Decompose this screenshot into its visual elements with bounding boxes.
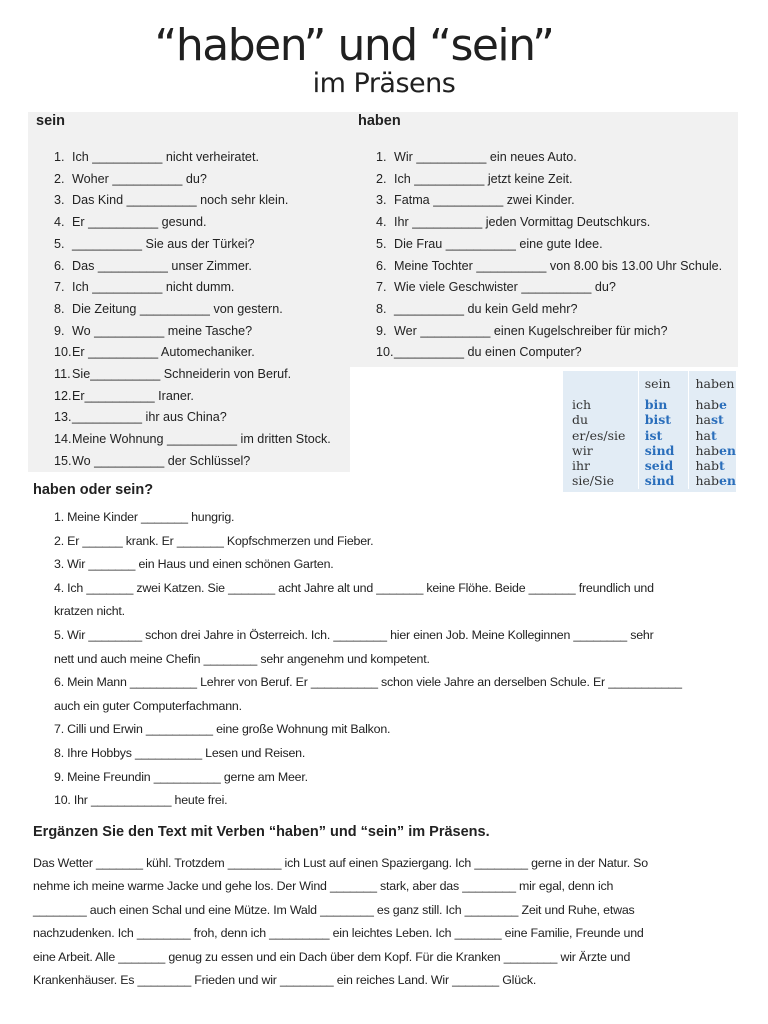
text-exercise <box>33 852 723 992</box>
list-item: 13.__________ ihr aus China? <box>54 410 227 425</box>
text-line: eine Arbeit. Alle _______ genug zu essen und ein Dach über dem Kopf. Für die Kranken ________ wir Ärzte und <box>33 949 631 964</box>
text-line: nehme ich meine warme Jacke und gehe los. Der Wind _______ stark, aber das ________ mir egal, denn ich <box>33 879 614 894</box>
page-subtitle: im Präsens <box>312 68 456 99</box>
text-line: Das Wetter _______ kühl. Trotzdem ________ ich Lust auf einen Spaziergang. Ich ________ gerne in der Natur. So <box>33 856 648 870</box>
list-item: 1. Ich __________ nicht verheiratet. <box>54 150 259 164</box>
list-item: 3. Das Kind __________ noch sehr klein. <box>54 193 289 208</box>
list-item: 2. Woher __________ du? <box>54 171 207 186</box>
list-item: kratzen nicht. <box>54 604 125 619</box>
text-line: Krankenhäuser. Es ________ Frieden und wir ________ ein reiches Land. Wir _______ Glück. <box>33 973 537 988</box>
list-item: auch ein guter Computerfachmann. <box>54 698 242 713</box>
table-row: ihr seid habt <box>563 458 736 473</box>
column-header-sein: sein <box>638 371 689 397</box>
table-row: du bist hast <box>563 412 736 427</box>
list-item: 4. Er __________ gesund. <box>54 215 207 230</box>
list-item: 2. Ich __________ jetzt keine Zeit. <box>376 171 573 186</box>
haben-exercise-list <box>376 147 722 364</box>
list-item: 10.Er __________ Automechaniker. <box>54 345 255 360</box>
haben-heading: haben <box>358 113 401 129</box>
table-row: ich bin habe <box>563 397 736 412</box>
column-header-haben: haben <box>689 371 736 397</box>
list-item: 6. Meine Tochter __________ von 8.00 bis 13.00 Uhr Schule. <box>376 258 723 273</box>
table-row: sie/Sie sind haben <box>572 473 736 489</box>
list-item: 5. __________ Sie aus der Türkei? <box>54 236 255 251</box>
table-row: er/es/sie ist hat <box>563 428 736 443</box>
list-item: 9. Wer __________ einen Kugelschreiber für mich? <box>376 323 668 338</box>
list-item: 4. Ihr __________ jeden Vormittag Deutschkurs. <box>376 215 651 230</box>
mixed-exercise <box>54 506 714 813</box>
sein-exercise-list <box>54 147 331 473</box>
list-item: 8. Die Zeitung __________ von gestern. <box>54 301 283 316</box>
list-item: 15.Wo __________ der Schlüssel? <box>54 453 251 468</box>
list-item: 10.__________ du einen Computer? <box>376 345 582 360</box>
list-item: 3. Fatma __________ zwei Kinder. <box>376 193 575 208</box>
list-item: 5. Wir ________ schon drei Jahre in Österreich. Ich. ________ hier einen Job. Meine Kolleginnen ________ sehr <box>54 627 654 642</box>
mixed-heading: haben oder sein? <box>33 482 154 498</box>
list-item: 3. Wir _______ ein Haus und einen schönen Garten. <box>54 557 334 572</box>
list-item: 14.Meine Wohnung __________ im dritten Stock. <box>54 432 331 447</box>
text-line: nachzudenken. Ich ________ froh, denn ich _________ ein leichtes Leben. Ich _______ eine Familie, Freunde und <box>33 926 644 941</box>
list-item: 8. Ihre Hobbys __________ Lesen und Reisen. <box>54 745 306 760</box>
list-item: 8. __________ du kein Geld mehr? <box>376 301 578 316</box>
list-item: 9. Meine Freundin __________ gerne am Meer. <box>54 769 308 784</box>
conjugation-table <box>563 371 736 492</box>
list-item: 12.Er__________ Iraner. <box>54 388 194 403</box>
page-title: “haben” und “sein” <box>154 20 554 71</box>
list-item: 1. Meine Kinder _______ hungrig. <box>54 510 235 524</box>
list-item: 4. Ich _______ zwei Katzen. Sie _______ acht Jahre alt und _______ keine Flöhe. Beide _______ freundlich und <box>54 580 654 595</box>
list-item: 9. Wo __________ meine Tasche? <box>54 323 253 338</box>
list-item: 7. Wie viele Geschwister __________ du? <box>376 280 616 295</box>
text-line: ________ auch einen Schal und eine Mütze. Im Wald ________ es ganz still. Ich ________ Zeit und Ruhe, etwas <box>33 902 635 917</box>
list-item: 10. Ihr ____________ heute frei. <box>54 793 228 808</box>
list-item: 5. Die Frau __________ eine gute Idee. <box>376 236 603 251</box>
list-item: 7. Ich __________ nicht dumm. <box>54 280 235 295</box>
list-item: 1. Wir __________ ein neues Auto. <box>376 150 577 164</box>
list-item: 6. Das __________ unser Zimmer. <box>54 258 252 273</box>
sein-heading: sein <box>36 113 66 129</box>
list-item: nett und auch meine Chefin ________ sehr angenehm und kompetent. <box>54 651 430 666</box>
list-item: 7. Cilli und Erwin __________ eine große Wohnung mit Balkon. <box>54 722 391 737</box>
list-item: 6. Mein Mann __________ Lehrer von Beruf. Er __________ schon viele Jahre an derselben Schule. Er ___________ <box>54 675 682 690</box>
text-heading: Ergänzen Sie den Text mit Verben “haben” und “sein” im Präsens. <box>33 824 490 840</box>
list-item: 2. Er ______ krank. Er _______ Kopfschmerzen und Fieber. <box>54 533 374 548</box>
table-row: wir sind haben <box>572 442 736 458</box>
list-item: 11.Sie__________ Schneiderin von Beruf. <box>54 367 292 382</box>
